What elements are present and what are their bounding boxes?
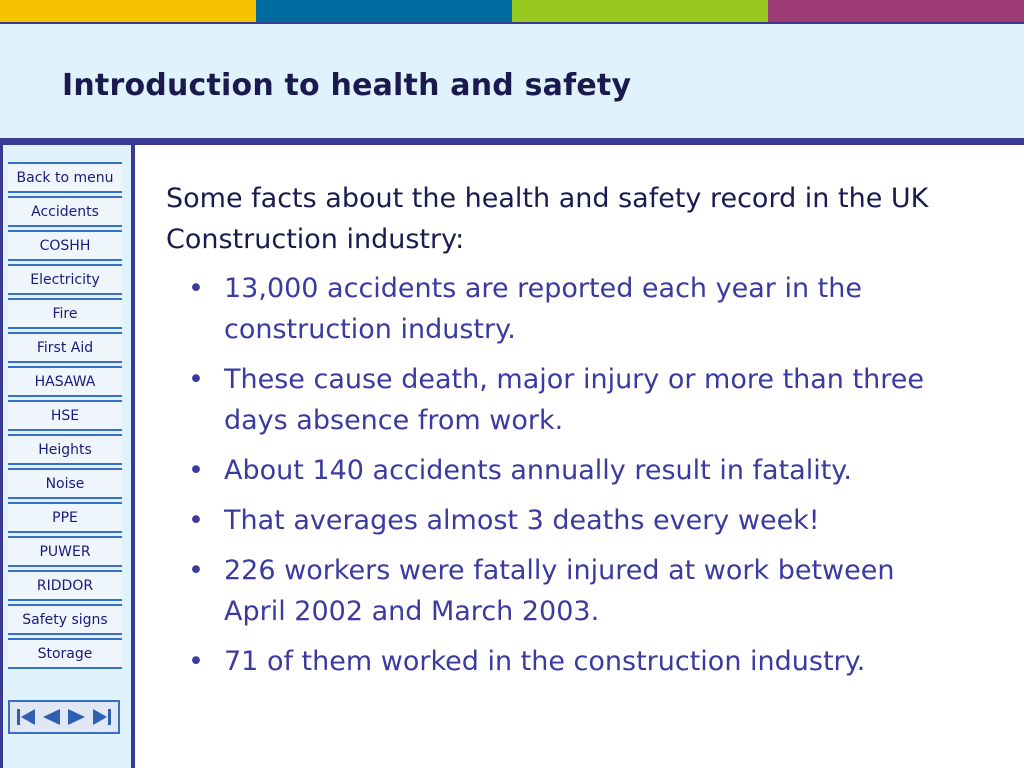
bullet-icon: •	[188, 364, 204, 395]
bullet-icon: •	[188, 555, 204, 586]
sidebar-item-riddor[interactable]: RIDDOR	[8, 570, 122, 601]
intro-text: Some facts about the health and safety record in the UK Construction industry:	[166, 183, 929, 255]
sidebar-nav	[8, 162, 122, 672]
sidebar-item-hasawa[interactable]: HASAWA	[8, 366, 122, 397]
sidebar-item-heights[interactable]: Heights	[8, 434, 122, 465]
fact-item	[166, 550, 964, 632]
fact-item	[166, 359, 964, 441]
sidebar-item-first-aid[interactable]: First Aid	[8, 332, 122, 363]
fact-text: 226 workers were fatally injured at work between April 2002 and March 2003.	[224, 555, 895, 627]
sidebar-item-coshh[interactable]: COSHH	[8, 230, 122, 261]
fact-text: About 140 accidents annually result in fatality.	[224, 455, 853, 486]
bullet-icon: •	[188, 455, 204, 486]
sidebar-item-electricity[interactable]: Electricity	[8, 264, 122, 295]
page-title: Introduction to health and safety	[62, 68, 632, 103]
fact-text: 13,000 accidents are reported each year in the construction industry.	[224, 273, 862, 345]
sidebar-item-storage[interactable]: Storage	[8, 638, 122, 669]
slide-content	[166, 178, 986, 691]
bullet-icon: •	[188, 273, 204, 304]
next-slide-icon[interactable]	[66, 706, 88, 728]
fact-text: 71 of them worked in the construction industry.	[224, 646, 866, 677]
sidebar-item-fire[interactable]: Fire	[8, 298, 122, 329]
sidebar-item-back-to-menu[interactable]: Back to menu	[8, 162, 122, 193]
stripe-green	[512, 0, 768, 22]
stripe-yellow	[0, 0, 256, 22]
stripe-blue	[256, 0, 512, 22]
header-bar	[0, 22, 1024, 138]
bullet-icon: •	[188, 646, 204, 677]
fact-item	[166, 500, 964, 541]
sidebar-item-safety-signs[interactable]: Safety signs	[8, 604, 122, 635]
first-slide-icon[interactable]	[15, 706, 37, 728]
header-divider	[0, 138, 1024, 145]
sidebar-item-ppe[interactable]: PPE	[8, 502, 122, 533]
last-slide-icon[interactable]	[91, 706, 113, 728]
slide-navigation	[8, 700, 120, 734]
fact-item	[166, 641, 964, 682]
stripe-purple	[768, 0, 1024, 22]
facts-list	[166, 268, 986, 682]
fact-text: These cause death, major injury or more than three days absence from work.	[224, 364, 924, 436]
sidebar-border	[0, 145, 3, 768]
bullet-icon: •	[188, 505, 204, 536]
fact-text: That averages almost 3 deaths every week!	[224, 505, 820, 536]
sidebar-item-puwer[interactable]: PUWER	[8, 536, 122, 567]
fact-item	[166, 450, 964, 491]
sidebar-item-accidents[interactable]: Accidents	[8, 196, 122, 227]
sidebar-item-noise[interactable]: Noise	[8, 468, 122, 499]
previous-slide-icon[interactable]	[40, 706, 62, 728]
fact-item	[166, 268, 964, 350]
sidebar-item-hse[interactable]: HSE	[8, 400, 122, 431]
